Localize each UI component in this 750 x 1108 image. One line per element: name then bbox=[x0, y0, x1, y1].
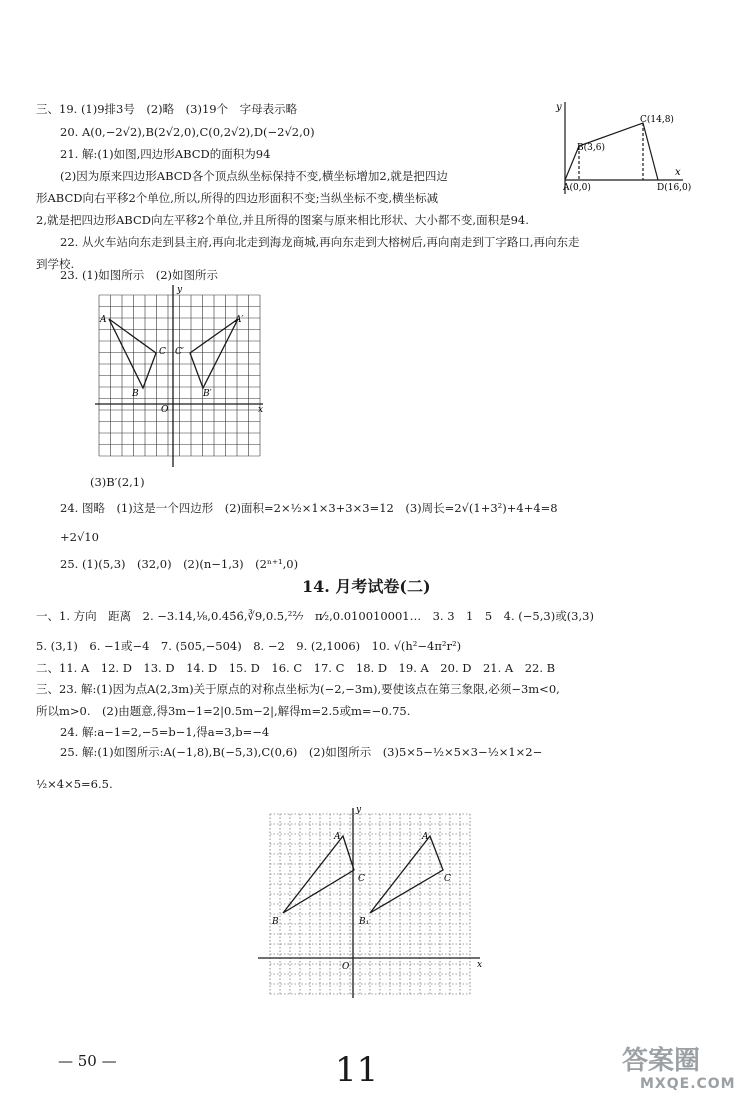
answer-line: 25. 解:(1)如图所示:A(−1,8),B(−5,3),C(0,6) (2)如图所示 (3)5×5−½×5×3−½×1×2− bbox=[60, 745, 543, 759]
label-x: x bbox=[258, 405, 264, 415]
figure-25-grid bbox=[258, 805, 488, 1008]
answer-line: 一、1. 方向 距离 2. −3.14,⅛,0.45̇6̇,∛9,0.5,²²⁄₇ π⁄₂,0.010010001… 3. 3 1 5 4. (−5,3)或(3,3) bbox=[36, 609, 594, 623]
label-y: y bbox=[556, 102, 562, 113]
triangle-a1b1c1 bbox=[370, 836, 443, 913]
label-a: A bbox=[334, 832, 341, 842]
label-y: y bbox=[177, 285, 183, 295]
handwritten-mark: 11 bbox=[335, 1050, 379, 1090]
answer-line: 5. (3,1) 6. −1或−4 7. (505,−504) 8. −2 9. (2,1006) 10. √(h²−4π²r²) bbox=[36, 639, 462, 653]
label-c-prime: C′ bbox=[175, 347, 184, 357]
answer-line: 三、23. 解:(1)因为点A(2,3m)关于原点的对称点坐标为(−2,−3m),要使该点在第三象限,必须−3m<0, bbox=[36, 682, 560, 696]
label-c: C(14,8) bbox=[640, 115, 674, 125]
label-a-prime: A′ bbox=[235, 315, 244, 325]
label-a: A bbox=[100, 315, 107, 325]
page-number: — 50 — bbox=[58, 1052, 117, 1070]
answer-line: 23. (1)如图所示 (2)如图所示 bbox=[60, 268, 219, 282]
answer-line: 24. 图略 (1)这是一个四边形 (2)面积=2×½×1×3+3×3=12 (3)周长=2√(1+3²)+4+4=8 bbox=[60, 501, 558, 515]
answer-line: +2√10 bbox=[60, 530, 99, 544]
answer-line: (3)B′(2,1) bbox=[90, 475, 145, 489]
watermark-url: MXQE.COM bbox=[640, 1076, 736, 1092]
label-c: C bbox=[159, 347, 166, 357]
label-a1: A bbox=[422, 832, 429, 842]
label-x: x bbox=[675, 167, 681, 178]
triangle-abc bbox=[283, 836, 354, 913]
answer-line: 二、11. A 12. D 13. D 14. D 15. D 16. C 17. C 18. D 19. A 20. D 21. A 22. B bbox=[36, 661, 556, 675]
label-c: C bbox=[358, 874, 365, 884]
label-b: B bbox=[272, 917, 279, 927]
figure-21-quadrilateral bbox=[555, 98, 692, 198]
label-a: A(0,0) bbox=[563, 183, 591, 193]
label-d: D(16,0) bbox=[657, 183, 692, 193]
answer-line: 25. (1)(5,3) (32,0) (2)(n−1,3) (2ⁿ⁺¹,0) bbox=[60, 557, 299, 571]
label-origin: O bbox=[342, 962, 350, 972]
answer-line: 到学校. bbox=[36, 257, 75, 271]
label-b-prime: B′ bbox=[203, 389, 212, 399]
answer-line: (2)因为原来四边形ABCD各个顶点纵坐标保持不变,横坐标增加2,就是把四边 bbox=[60, 169, 448, 183]
watermark-logo: 答案圈 bbox=[622, 1046, 701, 1076]
answer-line: 形ABCD向右平移2个单位,所以,所得的四边形面积不变;当纵坐标不变,横坐标减 bbox=[36, 191, 439, 205]
answer-line: 22. 从火车站向东走到县主府,再向北走到海龙商城,再向东走到大榕树后,再向南走到丁字路口,再向东走 bbox=[60, 235, 580, 249]
label-b: B(3,6) bbox=[577, 143, 605, 153]
label-y: y bbox=[356, 805, 362, 815]
answer-line: 20. A(0,−2√2),B(2√2,0),C(0,2√2),D(−2√2,0) bbox=[60, 125, 315, 139]
answer-line: 所以m>0. (2)由题意,得3m−1=2|0.5m−2|,解得m=2.5或m=−0.75. bbox=[36, 704, 411, 718]
label-c1: C bbox=[444, 874, 451, 884]
figure-23-grid bbox=[95, 285, 275, 475]
answer-line: 三、19. (1)9排3号 (2)略 (3)19个 字母表示略 bbox=[36, 102, 298, 116]
label-origin: O bbox=[161, 405, 169, 415]
answer-line: 21. 解:(1)如图,四边形ABCD的面积为94 bbox=[60, 147, 271, 161]
label-b: B bbox=[132, 389, 139, 399]
label-b1: B₁ bbox=[359, 917, 370, 927]
answer-line: 24. 解:a−1=2,−5=b−1,得a=3,b=−4 bbox=[60, 725, 270, 739]
answer-line: ½×4×5=6.5. bbox=[36, 777, 113, 791]
label-x: x bbox=[477, 960, 483, 970]
answer-line: 2,就是把四边形ABCD向左平移2个单位,并且所得的图案与原来相比形状、大小都不变,面积是94. bbox=[36, 213, 529, 227]
section-title: 14. 月考试卷(二) bbox=[302, 577, 431, 596]
